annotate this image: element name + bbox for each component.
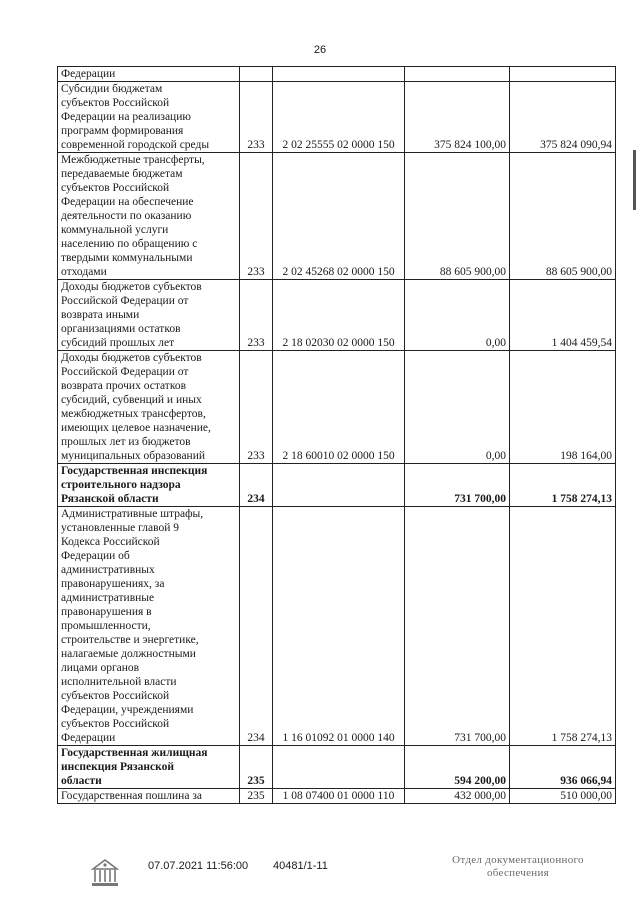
scan-edge-mark xyxy=(632,150,638,210)
footer-date: 07.07.2021 11:56:00 xyxy=(148,860,249,872)
cell-planned: 731 700,00 xyxy=(405,464,510,507)
cell-admin-code: 233 xyxy=(240,82,273,153)
cell-admin-code: 233 xyxy=(240,153,273,280)
cell-planned: 0,00 xyxy=(405,280,510,351)
cell-budget-code: 2 02 45268 02 0000 150 xyxy=(273,153,405,280)
cell-actual: 198 164,00 xyxy=(510,351,616,464)
table-row xyxy=(58,507,616,746)
table-row xyxy=(58,789,616,804)
cell-name: Государственная жилищная инспекция Рязанской области xyxy=(58,746,240,789)
table-row xyxy=(58,67,616,82)
cell-budget-code: 2 18 02030 02 0000 150 xyxy=(273,280,405,351)
cell-planned xyxy=(405,67,510,82)
cell-planned: 375 824 100,00 xyxy=(405,82,510,153)
cell-admin-code: 233 xyxy=(240,280,273,351)
cell-planned: 88 605 900,00 xyxy=(405,153,510,280)
cell-admin-code: 235 xyxy=(240,746,273,789)
cell-name: Доходы бюджетов субъектов Российской Федерации от возврата иными организациями остатков субсидий прошлых лет xyxy=(58,280,240,351)
cell-name: Государственная инспекция строительного надзора Рязанской области xyxy=(58,464,240,507)
cell-name: Доходы бюджетов субъектов Российской Федерации от возврата прочих остатков субсидий, субвенций и иных межбюджетных трансфертов, имеющих целевое назначение, прошлых лет из бюджетов муниципальных образований xyxy=(58,351,240,464)
cell-actual: 1 404 459,54 xyxy=(510,280,616,351)
cell-actual: 510 000,00 xyxy=(510,789,616,804)
cell-name: Межбюджетные трансферты, передаваемые бюджетам субъектов Российской Федерации на обеспечение деятельности по оказанию коммунальной услуги населению по обращению с твердыми коммунальными отходами xyxy=(58,153,240,280)
budget-table xyxy=(57,66,616,804)
table-body xyxy=(58,67,616,804)
cell-name: Государственная пошлина за xyxy=(58,789,240,804)
cell-budget-code xyxy=(273,746,405,789)
table-row xyxy=(58,746,616,789)
cell-actual: 936 066,94 xyxy=(510,746,616,789)
cell-planned: 594 200,00 xyxy=(405,746,510,789)
cell-budget-code xyxy=(273,67,405,82)
cell-actual xyxy=(510,67,616,82)
table-row xyxy=(58,280,616,351)
cell-admin-code xyxy=(240,67,273,82)
footer xyxy=(0,848,640,905)
organization-logo-icon xyxy=(88,856,122,890)
cell-actual: 375 824 090,94 xyxy=(510,82,616,153)
department-stamp xyxy=(438,854,598,880)
cell-admin-code: 234 xyxy=(240,507,273,746)
cell-actual: 88 605 900,00 xyxy=(510,153,616,280)
cell-name: Административные штрафы, установленные главой 9 Кодекса Российской Федерации об административных правонарушениях, за административные правонарушения в промышленности, строительстве и энергетике, налагаемые должностными лицами органов исполнительной власти субъектов Российской Федерации, учреждениями субъектов Российской Федерации xyxy=(58,507,240,746)
cell-actual: 1 758 274,13 xyxy=(510,464,616,507)
cell-budget-code xyxy=(273,464,405,507)
stamp-line-1: Отдел документационного xyxy=(452,854,584,866)
table-row xyxy=(58,82,616,153)
stamp-line-2: обеспечения xyxy=(486,867,550,879)
cell-actual: 1 758 274,13 xyxy=(510,507,616,746)
table-row xyxy=(58,351,616,464)
table-row xyxy=(58,464,616,507)
page-number: 26 xyxy=(313,44,327,56)
cell-name: Субсидии бюджетам субъектов Российской Федерации на реализацию программ формирования современной городской среды xyxy=(58,82,240,153)
table-row xyxy=(58,153,616,280)
cell-planned: 731 700,00 xyxy=(405,507,510,746)
cell-planned: 432 000,00 xyxy=(405,789,510,804)
cell-budget-code: 2 18 60010 02 0000 150 xyxy=(273,351,405,464)
cell-budget-code: 2 02 25555 02 0000 150 xyxy=(273,82,405,153)
cell-planned: 0,00 xyxy=(405,351,510,464)
cell-admin-code: 235 xyxy=(240,789,273,804)
cell-budget-code: 1 08 07400 01 0000 110 xyxy=(273,789,405,804)
cell-budget-code: 1 16 01092 01 0000 140 xyxy=(273,507,405,746)
cell-admin-code: 233 xyxy=(240,351,273,464)
cell-admin-code: 234 xyxy=(240,464,273,507)
cell-name: Федерации xyxy=(58,67,240,82)
footer-doc-number: 40481/1-11 xyxy=(273,860,328,872)
